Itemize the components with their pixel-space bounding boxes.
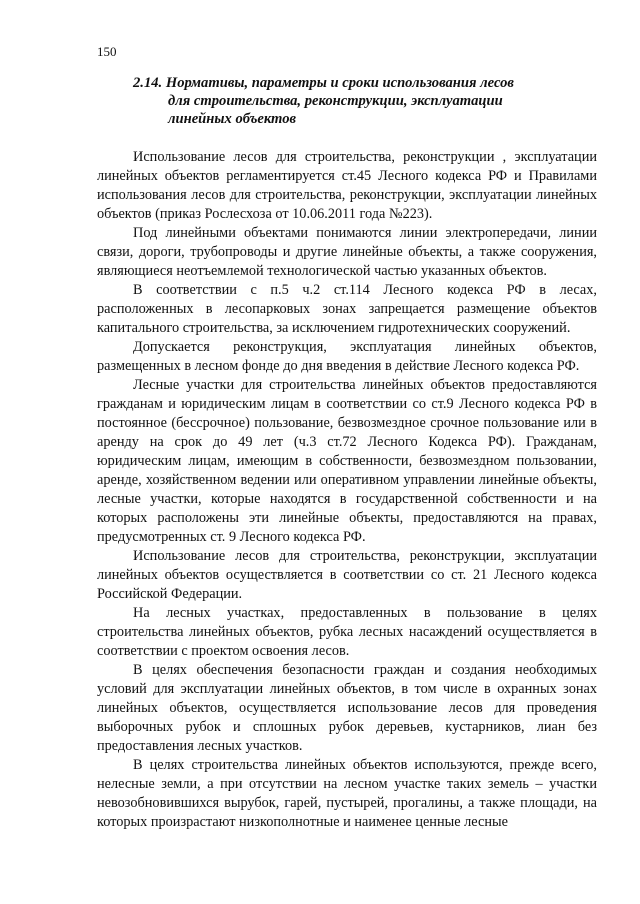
section-title-part-1: Нормативы, параметры и сроки использования лесов — [165, 75, 514, 91]
paragraph-3: В соответствии с п.5 ч.2 ст.114 Лесного кодекса РФ в лесах, расположенных в лесопарковых зонах запрещается размещение объектов капитального строительства, за исключением гидротехнических сооружений. — [97, 282, 597, 336]
paragraph-6: Использование лесов для строительства, реконструкции, эксплуатации линейных объектов осуществляется в соответствии со ст. 21 Лесного кодекса Российской Федерации. — [97, 548, 597, 602]
section-heading — [133, 74, 553, 128]
paragraph-1: Использование лесов для строительства, реконструкции , эксплуатации линейных объектов регламентируется ст.45 Лесного кодекса РФ и Правилами использования лесов для строительства, реконструкции, эксплуатации линейных объектов (приказ Рослесхоза от 10.06.2011 года №223). — [97, 149, 597, 222]
body-text — [97, 148, 597, 832]
paragraph-9: В целях строительства линейных объектов используются, прежде всего, нелесные земли, а при отсутствии на лесном участке таких земель – участки невозобновившихся вырубок, гарей, пустырей, прогалины, а также площади, на которых произрастают низкополнотные и наименее ценные лесные — [97, 757, 597, 830]
section-heading-line-1 — [133, 74, 553, 92]
section-heading-line-2: для строительства, реконструкции, эксплуатации — [168, 93, 503, 109]
paragraph-5: Лесные участки для строительства линейных объектов предоставляются гражданам и юридическим лицам в соответствии со ст.9 Лесного кодекса РФ в постоянное (бессрочное) пользование, безвозмездное срочное пользование или в аренду на срок до 49 лет (ч.3 ст.72 Лесного Кодекса РФ). Гражданам, юридическим лицам, имеющим в собственности, безвозмездном пользовании, аренде, хозяйственном ведении или оперативном управлении линейные объекты, лесные участки, которые находятся в государственной собственности и на которых расположены эти линейные объекты, предоставляются на правах, предусмотренных ст. 9 Лесного кодекса РФ. — [97, 377, 597, 545]
paragraph-2: Под линейными объектами понимаются линии электропередачи, линии связи, дороги, трубопроводы и другие линейные объекты, а также сооружения, являющиеся неотъемлемой технологической частью указанных объектов. — [97, 225, 597, 279]
paragraph-4: Допускается реконструкция, эксплуатация линейных объектов, размещенных в лесном фонде до дня введения в действие Лесного кодекса РФ. — [97, 339, 597, 374]
section-number: 2.14. — [133, 75, 163, 91]
section-heading-line-3: линейных объектов — [168, 111, 297, 127]
paragraph-8: В целях обеспечения безопасности граждан и создания необходимых условий для эксплуатации линейных объектов, в том числе в охранных зонах линейных объектов, осуществляется использование лесов для проведения выборочных рубок и сплошных рубок деревьев, кустарников, лиан без предоставления лесных участков. — [97, 662, 597, 754]
page-number: 150 — [97, 44, 117, 59]
paragraph-7: На лесных участках, предоставленных в пользование в целях строительства линейных объектов, рубка лесных насаждений осуществляется в соответствии с проектом освоения лесов. — [97, 605, 597, 659]
